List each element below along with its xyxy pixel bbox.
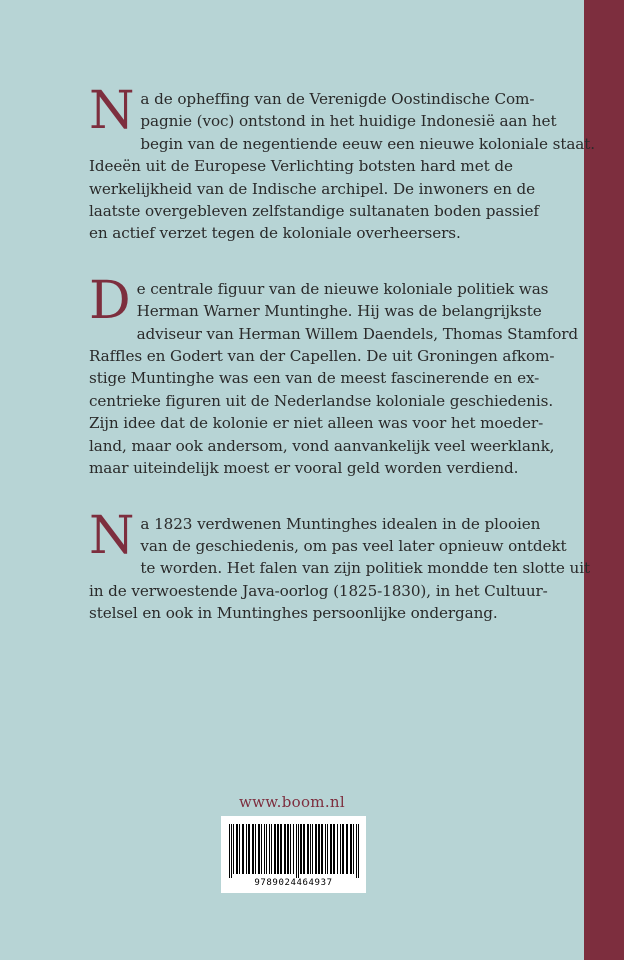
barcode-bar [315,824,317,874]
barcode-bar [284,824,286,874]
barcode-bar [340,824,341,874]
drop-cap: N [89,505,135,566]
barcode-bar [300,824,302,874]
barcode-bar [277,824,279,874]
text-line: maar uiteindelijk moest er vooral geld worden verdiend. [89,459,519,478]
barcode-bar [350,824,352,874]
text-line: Ideeën uit de Europese Verlichting botsten hard met de [89,157,513,176]
barcode-bar [274,824,276,874]
barcode-bar [236,824,238,874]
text-line: stige Muntinghe was een van de meest fascinerende en ex- [89,369,540,388]
barcode-bar [280,824,282,874]
barcode-bar [298,824,299,878]
text-line: te worden. Het falen van zijn politiek mondde ten slotte uit [140,559,590,578]
barcode-bar [337,824,338,874]
barcode-bar [327,824,328,874]
drop-cap: D [89,270,131,331]
text-line: in de verwoestende Java-oorlog (1825-1830), in het Cultuur- [89,581,548,600]
barcode-bar [231,824,232,878]
text-line: centrieke figuren uit de Nederlandse koloniale geschiedenis. [89,391,554,410]
text-line: laatste overgebleven zelfstandige sultanaten boden passief [89,202,539,221]
text-line: a de opheffing van de Verenigde Oostindische Com- [140,90,535,108]
barcode-bar [258,824,260,874]
barcode-icon [221,816,366,878]
text-line: werkelijkheid van de Indische archipel. De inwoners en de [89,179,535,198]
paragraph-1 [89,81,595,245]
text-line: Zijn idee dat de kolonie er niet alleen was voor het moeder- [89,414,544,433]
barcode-bar [239,824,240,874]
barcode-bar [356,824,357,878]
text-line: Herman Warner Muntinghe. Hij was de belangrijkste [136,302,542,321]
barcode-bar [307,824,309,874]
barcode-bar [255,824,256,874]
barcode-bar [287,824,289,874]
barcode-bar [290,824,291,874]
barcode-bar [330,824,332,874]
barcode-bar [242,824,244,874]
paragraph-2 [89,270,579,480]
barcode-bar [321,824,323,874]
text-line: adviseur van Herman Willem Daendels, Thomas Stamford [136,324,579,343]
barcode-bar [303,824,305,874]
barcode-bar [342,824,344,874]
barcode-bar [312,824,313,874]
publisher-website: www.boom.nl [239,793,345,811]
barcode-bar [271,824,272,874]
barcode-bar [266,824,267,874]
paragraph-3 [89,505,590,625]
barcode-bar [269,824,270,874]
barcode-bar [353,824,354,874]
barcode-bar [293,824,294,874]
barcode-bar [296,824,297,878]
text-line: stelsel en ook in Muntinghes persoonlijke ondergang. [89,604,498,623]
barcode-bar [233,824,234,874]
text-line: van de geschiedenis, om pas veel later opnieuw ontdekt [140,536,567,555]
text-line: a 1823 verdwenen Muntinghes idealen in de plooien [140,514,541,533]
back-cover-blurb [89,81,595,658]
isbn-barcode [221,816,366,893]
barcode-bar [325,824,326,874]
barcode-bar [246,824,247,874]
isbn-number: 9789024464937 [254,878,333,888]
barcode-bar [310,824,311,874]
text-line: e centrale figuur van de nieuwe koloniale politiek was [136,279,549,298]
barcode-bar [333,824,335,874]
text-line: land, maar ook andersom, vond aanvankelijk veel weerklank, [89,436,555,455]
text-line: pagnie (voc) ontstond in het huidige Indonesië aan het [140,112,557,131]
barcode-bar [318,824,320,874]
barcode-bar [358,824,359,878]
barcode-bar [248,824,250,874]
barcode-bar [252,824,254,874]
barcode-bar [261,824,262,874]
barcode-bar [229,824,230,878]
text-line: en actief verzet tegen de koloniale overheersers. [89,224,461,243]
text-line: begin van de negentiende eeuw een nieuwe koloniale staat. [140,134,595,153]
barcode-bar [346,824,348,874]
barcode-bar [264,824,265,874]
text-line: Raffles en Godert van der Capellen. De uit Groningen afkom- [89,347,555,366]
drop-cap: N [89,81,135,141]
